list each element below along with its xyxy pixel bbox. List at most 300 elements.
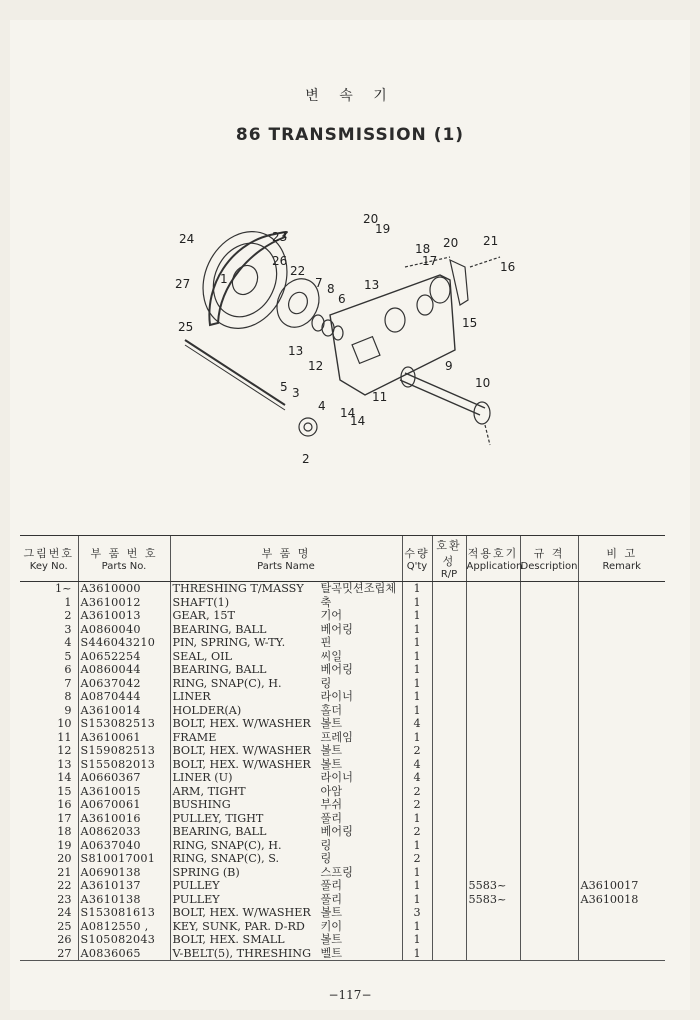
part-name-cell (170, 731, 402, 745)
diagram-label: 25 (178, 320, 194, 334)
column-header-korean: 수량 (404, 547, 430, 560)
diagram-label: 18 (415, 242, 431, 256)
key-number-cell: 22 (57, 879, 72, 892)
description-cell (520, 677, 578, 691)
description-cell (520, 825, 578, 839)
part-name-cell (170, 717, 402, 731)
quantity-cell: 1 (402, 623, 432, 637)
diagram-label: 22 (290, 264, 306, 278)
part-name-korean: 링 (320, 838, 332, 852)
diagram-label: 3 (292, 386, 300, 400)
key-number-cell: 1~ (55, 582, 72, 595)
part-name-korean: 풀리 (320, 811, 343, 825)
part-name-cell (170, 744, 402, 758)
column-header-english: Parts Name (257, 561, 315, 572)
application-cell: 5583~ (466, 879, 520, 893)
part-name-korean: 링 (320, 852, 332, 865)
part-number-cell: A0652254 (78, 650, 170, 664)
column-header (20, 536, 78, 582)
application-cell (466, 650, 520, 664)
part-name-english: PULLEY (172, 879, 220, 892)
part-name-english: BUSHING (172, 798, 231, 811)
part-name-cell (170, 758, 402, 772)
part-number-cell: S155082013 (78, 758, 170, 772)
application-cell (466, 609, 520, 623)
rp-cell (432, 893, 466, 907)
remark-cell (578, 582, 665, 596)
remark-cell (578, 609, 665, 623)
part-name-cell (170, 704, 402, 718)
key-number-cell: 16 (57, 798, 72, 811)
rp-cell (432, 812, 466, 826)
remark-cell: A3610017 (578, 879, 665, 893)
part-number-cell: A0860040 (78, 623, 170, 637)
rp-cell (432, 785, 466, 799)
part-name-english: RING, SNAP(C), H. (172, 838, 282, 852)
part-name-korean: 키이 (320, 919, 343, 933)
part-number-cell: A0836065 (78, 947, 170, 961)
quantity-cell: 1 (402, 947, 432, 961)
key-number-cell: 6 (64, 663, 72, 676)
part-name-korean: 스프링 (320, 865, 353, 879)
part-name-english: BOLT, HEX. W/WASHER (172, 744, 311, 757)
part-name-korean: 링 (320, 676, 332, 690)
diagram-label: 9 (445, 359, 453, 373)
key-number-cell: 10 (57, 717, 72, 730)
diagram-label: 13 (288, 344, 304, 358)
description-cell (520, 636, 578, 650)
part-name-cell (170, 609, 402, 623)
table-row (20, 758, 665, 772)
description-cell (520, 690, 578, 704)
rp-cell (432, 623, 466, 637)
part-name-cell (170, 663, 402, 677)
part-name-cell (170, 690, 402, 704)
quantity-cell: 1 (402, 677, 432, 691)
part-name-korean: 라이너 (320, 690, 353, 703)
part-name-cell (170, 839, 402, 853)
table-row (20, 609, 665, 623)
diagram-label: 21 (483, 234, 499, 248)
part-name-english: BEARING, BALL (172, 663, 267, 676)
remark-cell (578, 785, 665, 799)
part-name-english: BOLT, HEX. W/WASHER (172, 906, 311, 919)
part-number-cell: A3610137 (78, 879, 170, 893)
table-row (20, 704, 665, 718)
key-number-cell: 19 (57, 838, 72, 852)
table-row (20, 623, 665, 637)
description-cell (520, 812, 578, 826)
application-cell (466, 663, 520, 677)
quantity-cell: 1 (402, 690, 432, 704)
rp-cell (432, 866, 466, 880)
key-number-cell: 26 (57, 933, 72, 946)
part-name-english: BEARING, BALL (172, 825, 267, 838)
table-row (20, 879, 665, 893)
quantity-cell: 1 (402, 650, 432, 664)
part-number-cell: A3610000 (78, 582, 170, 596)
table-row (20, 636, 665, 650)
table-row (20, 785, 665, 799)
table-row (20, 717, 665, 731)
column-header-korean: 부 품 번 호 (90, 547, 158, 560)
part-name-english: PULLEY (172, 892, 220, 906)
key-number-cell: 27 (20, 947, 78, 961)
table-row (20, 839, 665, 853)
part-name-korean: 홀더 (320, 703, 343, 717)
part-name-korean: 씨일 (320, 649, 343, 663)
key-number-cell: 2 (64, 609, 72, 622)
part-name-english: LINER (U) (172, 771, 233, 784)
remark-cell (578, 812, 665, 826)
description-cell (520, 906, 578, 920)
rp-cell (432, 947, 466, 961)
table-row (20, 933, 665, 947)
description-cell (520, 933, 578, 947)
quantity-cell: 1 (402, 704, 432, 718)
application-cell (466, 704, 520, 718)
application-cell (466, 852, 520, 866)
key-number-cell: 7 (64, 676, 72, 690)
part-number-cell: A0860044 (78, 663, 170, 677)
part-number-cell: S159082513 (78, 744, 170, 758)
key-number-cell: 23 (57, 892, 72, 906)
column-header (78, 536, 170, 582)
part-number-cell: A0637042 (78, 677, 170, 691)
part-name-korean: 부쉬 (320, 798, 343, 811)
remark-cell (578, 690, 665, 704)
part-name-english: PULLEY, TIGHT (172, 811, 264, 825)
part-name-korean: 기어 (320, 609, 343, 622)
part-name-korean: 축 (320, 595, 332, 609)
part-name-korean: 볼트 (320, 757, 343, 771)
rp-cell (432, 690, 466, 704)
column-header-korean: 적용호기 (467, 547, 519, 560)
part-name-cell (170, 582, 402, 596)
quantity-cell: 1 (402, 812, 432, 826)
diagram-label: 12 (308, 359, 324, 373)
key-number-cell: 15 (57, 784, 72, 798)
page-number: −117− (328, 988, 372, 1002)
remark-cell (578, 852, 665, 866)
part-number-cell: A0812550 , (78, 920, 170, 934)
table-row (20, 798, 665, 812)
part-name-english: SEAL, OIL (172, 649, 232, 663)
parts-table (20, 535, 665, 961)
part-name-cell (170, 785, 402, 799)
rp-cell (432, 758, 466, 772)
diagram-label: 15 (462, 316, 478, 330)
column-header (466, 536, 523, 582)
diagram-label: 14 (340, 406, 356, 420)
part-name-english: BOLT, HEX. W/WASHER (172, 757, 311, 771)
table-row (20, 744, 665, 758)
diagram-label: 20 (363, 212, 379, 226)
description-cell (520, 663, 578, 677)
part-number-cell: A0862033 (78, 825, 170, 839)
part-name-cell (170, 650, 402, 664)
rp-cell (432, 609, 466, 623)
application-cell (466, 798, 520, 812)
quantity-cell: 2 (402, 825, 432, 839)
quantity-cell: 1 (402, 866, 432, 880)
diagram-label: 1 (220, 272, 228, 286)
column-header (432, 536, 466, 582)
part-name-cell (170, 798, 402, 812)
application-cell (466, 623, 520, 637)
diagram-label: 13 (364, 278, 380, 292)
remark-cell (578, 663, 665, 677)
rp-cell (432, 852, 466, 866)
description-cell (520, 852, 578, 866)
application-cell (466, 785, 520, 799)
part-name-korean: 풀리 (320, 879, 343, 892)
application-cell (466, 947, 520, 961)
application-cell (466, 825, 520, 839)
application-cell (466, 636, 520, 650)
application-cell (466, 920, 520, 934)
diagram-label: 5 (280, 380, 288, 394)
quantity-cell: 1 (402, 879, 432, 893)
remark-cell (578, 704, 665, 718)
column-header (402, 536, 432, 582)
table-row (20, 690, 665, 704)
part-number-cell: A3610013 (78, 609, 170, 623)
remark-cell (578, 650, 665, 664)
description-cell (520, 839, 578, 853)
quantity-cell: 1 (402, 582, 432, 596)
part-number-cell: A0670061 (78, 798, 170, 812)
rp-cell (432, 582, 466, 596)
rp-cell (432, 596, 466, 610)
description-cell (520, 866, 578, 880)
diagram-label: 4 (318, 399, 326, 413)
table-row (20, 677, 665, 691)
part-name-english: V-BELT(5), THRESHING (172, 946, 312, 960)
part-name-korean: 베어링 (320, 622, 353, 636)
key-number-cell: 9 (64, 703, 72, 717)
description-cell (520, 623, 578, 637)
rp-cell (432, 744, 466, 758)
key-number-cell: 13 (57, 757, 72, 771)
rp-cell (432, 731, 466, 745)
description-cell (520, 879, 578, 893)
table-header-row (20, 536, 665, 582)
column-header-korean: 비 고 (606, 547, 638, 560)
part-name-cell (170, 623, 402, 637)
table-row (20, 771, 665, 785)
rp-cell (432, 920, 466, 934)
application-cell (466, 677, 520, 691)
quantity-cell: 2 (402, 798, 432, 812)
gear-shape (299, 418, 317, 436)
diagram-label: 24 (179, 232, 195, 246)
description-cell (520, 596, 578, 610)
diagram-label: 7 (315, 276, 323, 290)
part-number-cell: A3610015 (78, 785, 170, 799)
part-name-cell (170, 812, 402, 826)
diagram-label: 14 (350, 414, 366, 428)
part-number-cell: S446043210 (78, 636, 170, 650)
part-name-korean: 아암 (320, 784, 343, 798)
tight-pulley-shape (430, 277, 450, 303)
part-name-english: THRESHING T/MASSY (172, 582, 304, 595)
part-name-korean: 베어링 (320, 663, 353, 676)
key-number-cell: 3 (64, 622, 72, 636)
part-number-cell: A0870444 (78, 690, 170, 704)
quantity-cell: 1 (402, 663, 432, 677)
key-number-cell: 8 (64, 690, 72, 703)
key-number-cell: 25 (57, 919, 72, 933)
quantity-cell: 1 (402, 893, 432, 907)
remark-cell (578, 825, 665, 839)
column-header-english: Q'ty (406, 561, 428, 572)
column-header-korean: 규 격 (533, 547, 565, 560)
application-cell (466, 866, 520, 880)
remark-cell (578, 758, 665, 772)
description-cell (520, 758, 578, 772)
shaft-shape (185, 340, 285, 405)
part-number-cell: S810017001 (78, 852, 170, 866)
part-number-cell: S153082513 (78, 717, 170, 731)
part-name-cell (170, 636, 402, 650)
part-name-cell (170, 771, 402, 785)
part-name-cell (170, 596, 402, 610)
part-name-korean: 볼트 (320, 717, 343, 730)
part-name-korean: 베어링 (320, 825, 353, 838)
description-cell (520, 704, 578, 718)
quantity-cell: 1 (402, 731, 432, 745)
part-name-english: FRAME (172, 730, 217, 744)
table-row (20, 731, 665, 745)
application-cell (466, 758, 520, 772)
column-header (578, 536, 665, 582)
description-cell (520, 947, 578, 961)
diagram-label: 19 (375, 222, 391, 236)
column-header-english: Description (520, 561, 578, 572)
part-name-korean: 핀 (320, 636, 332, 649)
rp-cell (432, 650, 466, 664)
description-cell (520, 771, 578, 785)
part-number-cell: A3610061 (78, 731, 170, 745)
remark-cell (578, 596, 665, 610)
application-cell (466, 771, 520, 785)
part-name-cell (170, 906, 402, 920)
remark-cell (578, 636, 665, 650)
column-header (170, 536, 402, 582)
quantity-cell: 4 (402, 771, 432, 785)
application-cell (466, 906, 520, 920)
diagram-label: 27 (175, 277, 191, 291)
diagram-label: 23 (272, 230, 288, 244)
part-name-korean: 프레임 (320, 730, 353, 744)
table-row (20, 596, 665, 610)
application-cell (466, 839, 520, 853)
part-name-cell (170, 933, 402, 947)
part-name-english: LINER (172, 690, 211, 703)
key-number-cell: 24 (57, 906, 72, 919)
rp-cell (432, 636, 466, 650)
table-body (20, 582, 665, 961)
part-name-cell (170, 879, 402, 893)
column-header-english: Remark (602, 561, 641, 572)
description-cell (520, 609, 578, 623)
key-number-cell: 4 (64, 636, 72, 649)
part-name-korean: 볼트 (320, 906, 343, 919)
key-number-cell: 18 (57, 825, 72, 838)
key-number-cell: 21 (57, 865, 72, 879)
rp-cell (432, 933, 466, 947)
description-cell (520, 717, 578, 731)
title-korean: 변 속 기 (305, 88, 395, 104)
part-name-english: BOLT, HEX. W/WASHER (172, 717, 311, 730)
quantity-cell: 2 (402, 852, 432, 866)
part-name-korean: 라이너 (320, 771, 353, 784)
exploded-parts-diagram (150, 205, 550, 475)
remark-cell (578, 798, 665, 812)
part-number-cell: S105082043 (78, 933, 170, 947)
table-row (20, 663, 665, 677)
part-number-cell: A3610012 (78, 596, 170, 610)
part-name-english: GEAR, 15T (172, 609, 235, 622)
table-row (20, 893, 665, 907)
part-name-korean: 볼트 (320, 744, 343, 757)
quantity-cell: 4 (402, 717, 432, 731)
rp-cell (432, 825, 466, 839)
table-row (20, 582, 665, 596)
key-number-cell: 14 (57, 771, 72, 784)
column-header-english: Application (466, 561, 523, 572)
part-name-korean: 벨트 (320, 946, 343, 960)
remark-cell (578, 677, 665, 691)
column-header-english: R/P (440, 569, 458, 580)
description-cell (520, 731, 578, 745)
description-cell (520, 893, 578, 907)
part-name-cell (170, 920, 402, 934)
application-cell (466, 717, 520, 731)
remark-cell (578, 866, 665, 880)
application-cell (466, 582, 520, 596)
diagram-label: 17 (422, 254, 438, 268)
table-row (20, 825, 665, 839)
part-name-korean: 탈곡밋션조립체 (320, 582, 397, 595)
quantity-cell: 3 (402, 906, 432, 920)
application-cell (466, 596, 520, 610)
key-number-cell: 17 (57, 811, 72, 825)
diagram-label: 6 (338, 292, 346, 306)
table-row (20, 866, 665, 880)
part-number-cell: S153081613 (78, 906, 170, 920)
application-cell: 5583~ (466, 893, 520, 907)
part-name-english: ARM, TIGHT (172, 784, 246, 798)
description-cell (520, 582, 578, 596)
part-name-english: BEARING, BALL (172, 622, 267, 636)
part-name-english: SPRING (B) (172, 865, 240, 879)
remark-cell (578, 623, 665, 637)
remark-cell (578, 771, 665, 785)
part-name-english: PIN, SPRING, W-TY. (172, 636, 286, 649)
table-row (20, 812, 665, 826)
tight-arm-shape (450, 260, 468, 305)
part-name-korean: 볼트 (320, 933, 343, 946)
frame-shape (330, 275, 455, 395)
holder-shape (400, 373, 485, 415)
quantity-cell: 1 (402, 839, 432, 853)
remark-cell (578, 744, 665, 758)
remark-cell (578, 717, 665, 731)
part-name-korean: 풀리 (320, 892, 343, 906)
column-header-korean: 부 품 명 (261, 547, 311, 560)
